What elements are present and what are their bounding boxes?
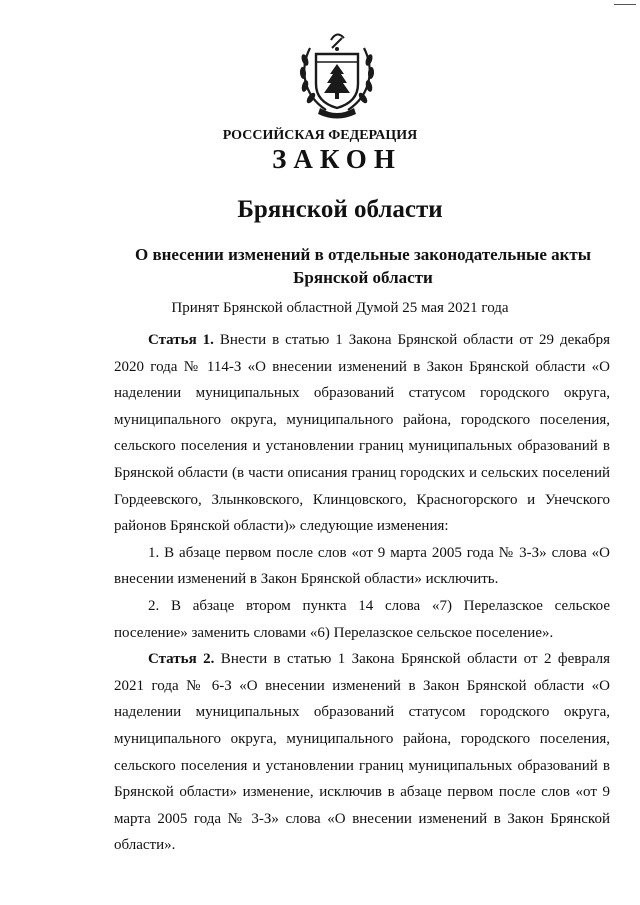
adoption-note: Принят Брянской областной Думой 25 мая 2021 года bbox=[171, 300, 509, 316]
country-heading: РОССИЙСКАЯ ФЕДЕРАЦИЯ bbox=[222, 128, 418, 143]
article-1-label: Статья 1. bbox=[148, 332, 214, 348]
coat-of-arms-icon bbox=[296, 28, 378, 120]
corner-mark bbox=[614, 4, 636, 9]
document-type-heading: ЗАКОН bbox=[272, 144, 402, 174]
article-1-text: Внести в статью 1 Закона Брянской области от 29 декабря 2020 года № 114-З «О внесении изменений в Закон Брянской области «О наделении муниципальных образований статусом городского округа, муниципального округа, муниципального района, городского поселения, сельского поселения и установлении границ муниципальных образований в Брянской области (в части описания границ городских и сельских поселений Гордеевского, Злынковского, Клинцовского, Красногорского и Унечского районов Брянской области)» следующие изменения: bbox=[114, 332, 611, 535]
law-body bbox=[114, 327, 610, 859]
law-title: О внесении изменений в отдельные законодательные акты Брянской области bbox=[134, 245, 592, 287]
article-2-label: Статья 2. bbox=[148, 651, 215, 668]
region-heading: Брянской области bbox=[237, 196, 443, 223]
article-1-paragraph bbox=[114, 327, 610, 540]
article-2-paragraph bbox=[114, 646, 610, 859]
article-2-text: Внести в статью 1 Закона Брянской области от 2 февраля 2021 года № 6-З «О внесении изменений в Закон Брянской области «О наделении муниципальных образований статусом городского округа, муниципального округа, муниципального района, городского поселения, сельского поселения и установлении границ муниципальных образований в Брянской области» изменение, исключив в абзаце первом после слов «от 9 марта 2005 года № 3-З» слова «О внесении изменений в Закон Брянской области». bbox=[114, 651, 611, 854]
article-1-item-1: 1. В абзаце первом после слов «от 9 марта 2005 года № 3-З» слова «О внесении изменений в Закон Брянской области» исключить. bbox=[114, 544, 610, 588]
article-1-item-2: 2. В абзаце втором пункта 14 слова «7) Перелазское сельское поселение» заменить словами «6) Перелазское сельское поселение». bbox=[114, 597, 610, 641]
